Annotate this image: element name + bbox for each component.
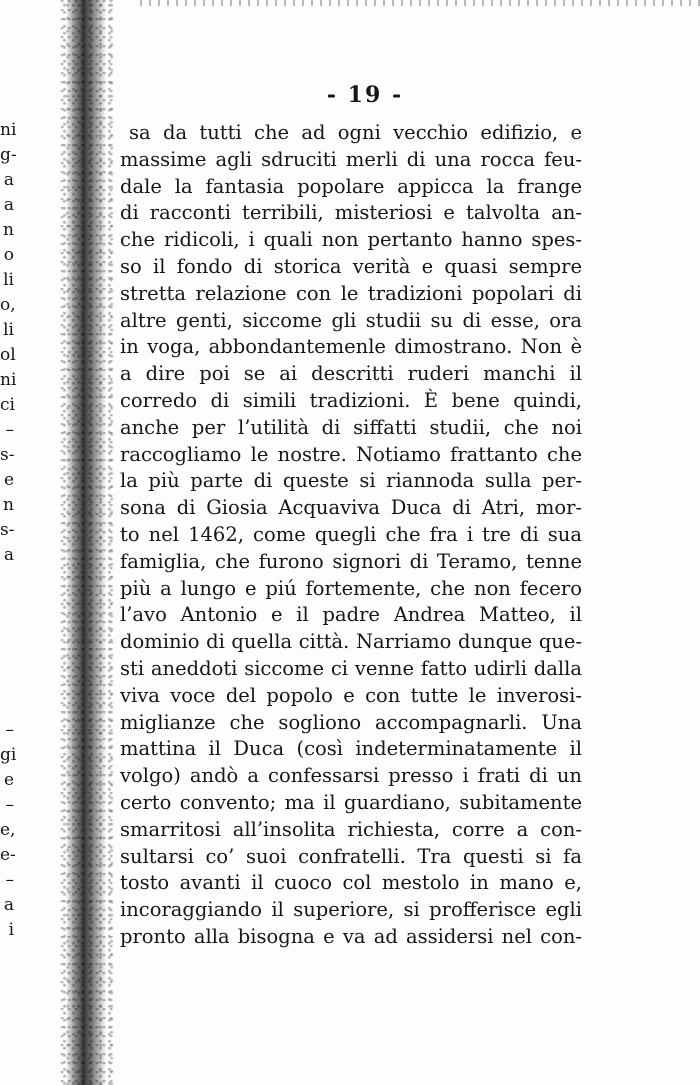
text-line [120,844,582,871]
facing-page-fragment [0,668,14,693]
facing-page-fragment: e- [0,845,16,865]
gutter-texture [60,0,116,1085]
text-line-content: famiglia, che furono signori di Teramo, tenne [120,549,582,573]
text-line-content: dominio di quella città. Narriamo dunque que- [120,630,582,654]
facing-page-fragment [0,568,14,593]
facing-page-fragment: ci [0,395,15,415]
text-line [120,388,582,415]
facing-page-fragment: n [3,495,14,515]
facing-page-fragment [0,618,14,643]
text-line [120,200,582,227]
facing-page-fragment: ni [0,120,17,140]
text-line-content: che ridicoli, i quali non pertanto hanno spes- [120,228,582,252]
text-line [120,683,582,710]
text-line-content: più a lungo e piú fortemente, che non fecero [120,576,582,600]
text-line-content: stretta relazione con le tradizioni popolari di [120,281,582,305]
facing-page-fragment [0,643,14,668]
facing-page-fragment: a [3,545,14,565]
text-line [120,147,582,174]
text-line [120,174,582,201]
text-line-content: a dire poi se ai descritti ruderi manchi il [120,362,582,386]
text-line-content: sti aneddoti siccome ci venne fatto udirli dalla [120,656,582,680]
text-line-content: anche per l’utilità di siffatti studii, che noi [120,415,582,439]
text-line [120,334,582,361]
text-line-content: massime agli sdruciti merli di una rocca feu- [120,147,582,171]
text-line-content: la più parte di queste si riannoda sulla per- [120,469,582,493]
facing-page-fragment [0,593,14,618]
text-line [120,602,582,629]
text-line-content: viva voce del popolo e con tutte le inverosi- [120,683,582,707]
facing-page-fragment: o [3,245,14,265]
text-line-content: dale la fantasia popolare appicca la frange [120,174,582,198]
text-line-content: altre genti, siccome gli studii su di esse, ora [120,308,582,332]
text-line [120,656,582,683]
facing-page-fragment: a [3,170,14,190]
facing-page-fragment: gi [0,745,17,765]
text-line-content: miglianze che sogliono accompagnarli. Una [120,710,582,734]
text-line-content: volgo) andò a confessarsi presso i frati di un [120,764,582,788]
page-number: - 19 - [326,82,404,108]
text-line-content: in voga, abbondantemenle dimostrano. Non è [120,335,582,359]
facing-page-fragment: ni [0,370,17,390]
text-line-content: di racconti terribili, misteriosi e talvolta an- [120,201,582,225]
text-line-content: so il fondo di storica verità e quasi sempre [120,254,582,278]
text-line [120,281,582,308]
facing-page-fragment: s- [0,520,15,540]
facing-page-fragment: n [3,220,14,240]
text-line-content: l’avo Antonio e il padre Andrea Matteo, il [120,603,582,627]
facing-page-fragment: o, [0,295,16,315]
text-line-content: smarritosi all’insolita richiesta, corre a con- [120,817,582,841]
text-line [120,576,582,603]
text-line-content: pronto alla bisogna e va ad assidersi nel con- [120,924,582,948]
facing-page-fragment: s- [0,445,15,465]
text-line [120,415,582,442]
text-line [120,227,582,254]
facing-page-fragment: li [3,320,14,340]
facing-page-fragment: g- [0,145,17,165]
text-line [120,495,582,522]
facing-page-fragment: li [3,270,14,290]
text-line-content: raccogliamo le nostre. Notiamo frattanto che [120,442,582,466]
text-line-content: mattina il Duca (così indeterminatamente il [120,737,582,761]
text-line [120,870,582,897]
facing-page-fragment: i [8,920,14,940]
facing-page-fragment: e [3,770,14,790]
text-line [120,924,582,951]
text-line-content: sona di Giosia Acquaviva Duca di Atri, mor- [120,496,582,520]
facing-page-fragments [0,118,17,943]
facing-page-fragment: a [3,195,14,215]
text-line-content: corredo di simili tradizioni. È bene quindi, [120,388,582,412]
text-line-content: to nel 1462, come quegli che fra i tre di sua [120,522,582,546]
text-line [120,361,582,388]
text-line [120,522,582,549]
text-line-content: sa da tutti che ad ogni vecchio edifizio, e [129,121,582,144]
text-line [120,817,582,844]
text-line-content: sultarsi co’ suoi confratelli. Tra questi si fa [120,844,582,868]
facing-page-fragment [0,693,14,718]
facing-page-fragment: e, [0,820,16,840]
text-line [120,790,582,817]
facing-page-fragment: – [5,720,14,740]
text-line [120,763,582,790]
text-line [120,254,582,281]
text-line-content: tosto avanti il cuoco col mestolo in mano e, [120,871,582,895]
body-text [120,120,582,951]
text-line [120,736,582,763]
facing-page-fragment: ol [0,345,16,365]
facing-page-fragment: – [5,420,14,440]
facing-page-fragment: a [3,895,14,915]
text-line [120,710,582,737]
text-line-content: certo convento; ma il guardiano, subitamente [120,790,582,814]
text-line [120,120,582,147]
facing-page-fragment: – [5,870,14,890]
text-line [120,308,582,335]
text-line [120,629,582,656]
text-line [120,442,582,469]
text-line [120,897,582,924]
text-line-content: incoraggiando il superiore, si profferisce egli [120,898,582,922]
facing-page-fragment: e [3,470,14,490]
facing-page-fragment: – [5,795,14,815]
text-line [120,468,582,495]
page-top-edge [140,0,700,6]
text-line [120,549,582,576]
